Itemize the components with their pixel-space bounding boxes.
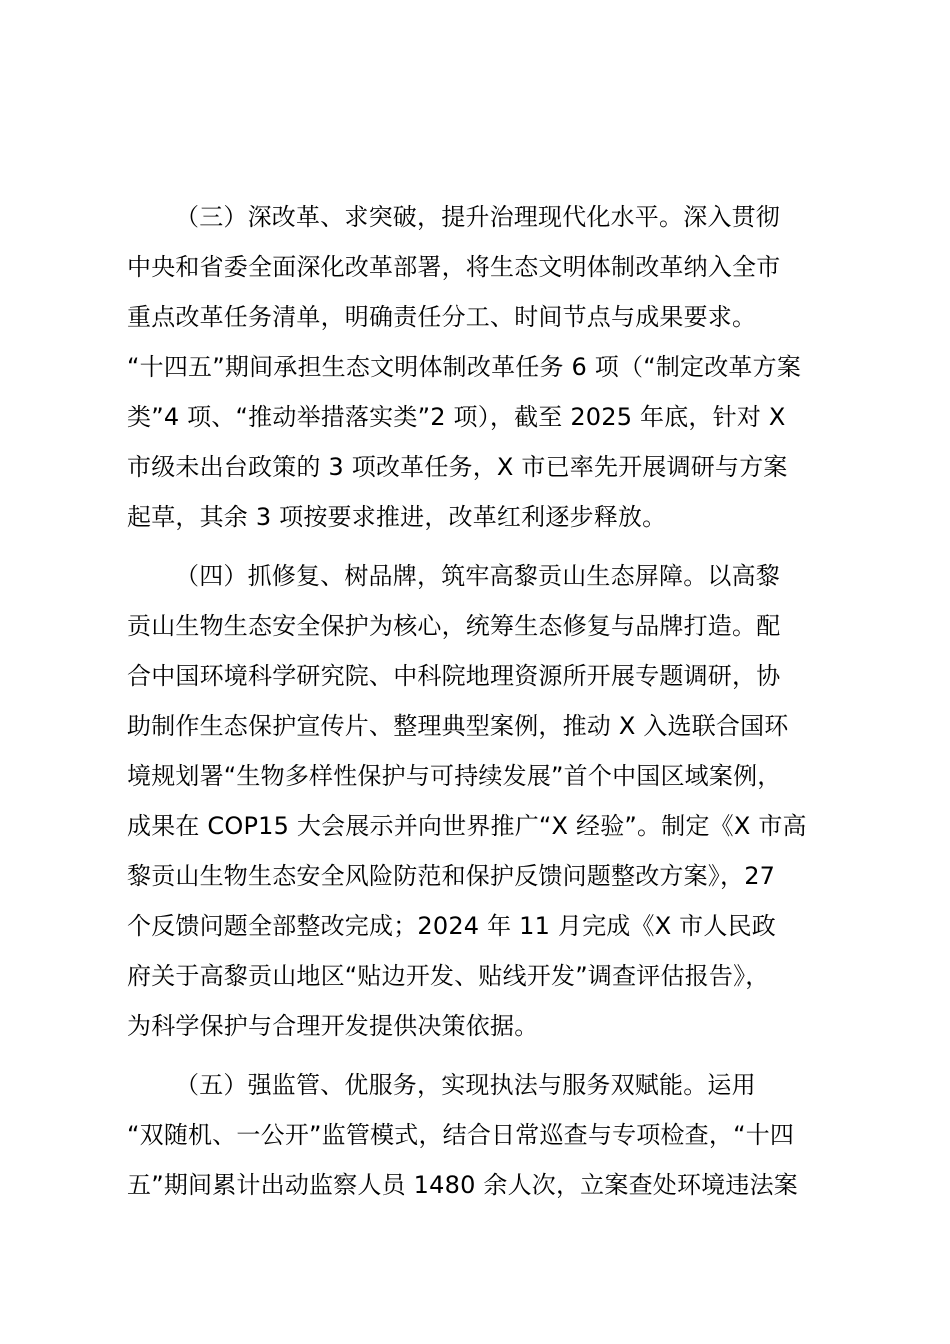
paragraph-line: 黎贡山生物生态安全风险防范和保护反馈问题整改方案》，27	[127, 862, 776, 890]
paragraph-line: 府关于高黎贡山地区“贴边开发、贴线开发”调查评估报告》，	[127, 962, 770, 990]
paragraph-line: （五）强监管、优服务，实现执法与服务双赋能。运用	[175, 1071, 756, 1099]
paragraph-supervision	[127, 1060, 827, 1210]
paragraph-line: 市级未出台政策的 3 项改革任务，X 市已率先开展调研与方案	[127, 453, 788, 481]
paragraph-line: “十四五”期间承担生态文明体制改革任务 6 项（“制定改革方案	[127, 353, 802, 381]
paragraph-line: 个反馈问题全部整改完成；2024 年 11 月完成《X 市人民政	[127, 912, 776, 940]
paragraph-line: 合中国环境科学研究院、中科院地理资源所开展专题调研，协	[127, 662, 781, 690]
paragraph-gap	[127, 1051, 827, 1060]
paragraph-line: 起草，其余 3 项按要求推进，改革红利逐步释放。	[127, 503, 667, 531]
paragraph-line: “双随机、一公开”监管模式，结合日常巡查与专项检查，“十四	[127, 1121, 795, 1149]
document-body	[127, 192, 827, 1210]
paragraph-line: （三）深改革、求突破，提升治理现代化水平。深入贯彻	[175, 203, 780, 231]
paragraph-restoration	[127, 551, 827, 1051]
paragraph-line: 重点改革任务清单，明确责任分工、时间节点与成果要求。	[127, 303, 757, 331]
paragraph-line: 成果在 COP15 大会展示并向世界推广“X 经验”。制定《X 市高	[127, 812, 807, 840]
paragraph-line: （四）抓修复、树品牌，筑牢高黎贡山生态屏障。以高黎	[175, 562, 780, 590]
paragraph-line: 中央和省委全面深化改革部署，将生态文明体制改革纳入全市	[127, 253, 781, 281]
paragraph-line: 境规划署“生物多样性保护与可持续发展”首个中国区域案例，	[127, 762, 782, 790]
paragraph-line: 类”4 项、“推动举措落实类”2 项），截至 2025 年底，针对 X	[127, 403, 786, 431]
paragraph-line: 五”期间累计出动监察人员 1480 余人次，立案查处环境违法案	[127, 1171, 798, 1199]
paragraph-line: 为科学保护与合理开发提供决策依据。	[127, 1012, 539, 1040]
paragraph-line: 助制作生态保护宣传片、整理典型案例，推动 X 入选联合国环	[127, 712, 789, 740]
paragraph-reform	[127, 192, 827, 542]
paragraph-gap	[127, 542, 827, 551]
paragraph-line: 贡山生物生态安全保护为核心，统筹生态修复与品牌打造。配	[127, 612, 781, 640]
